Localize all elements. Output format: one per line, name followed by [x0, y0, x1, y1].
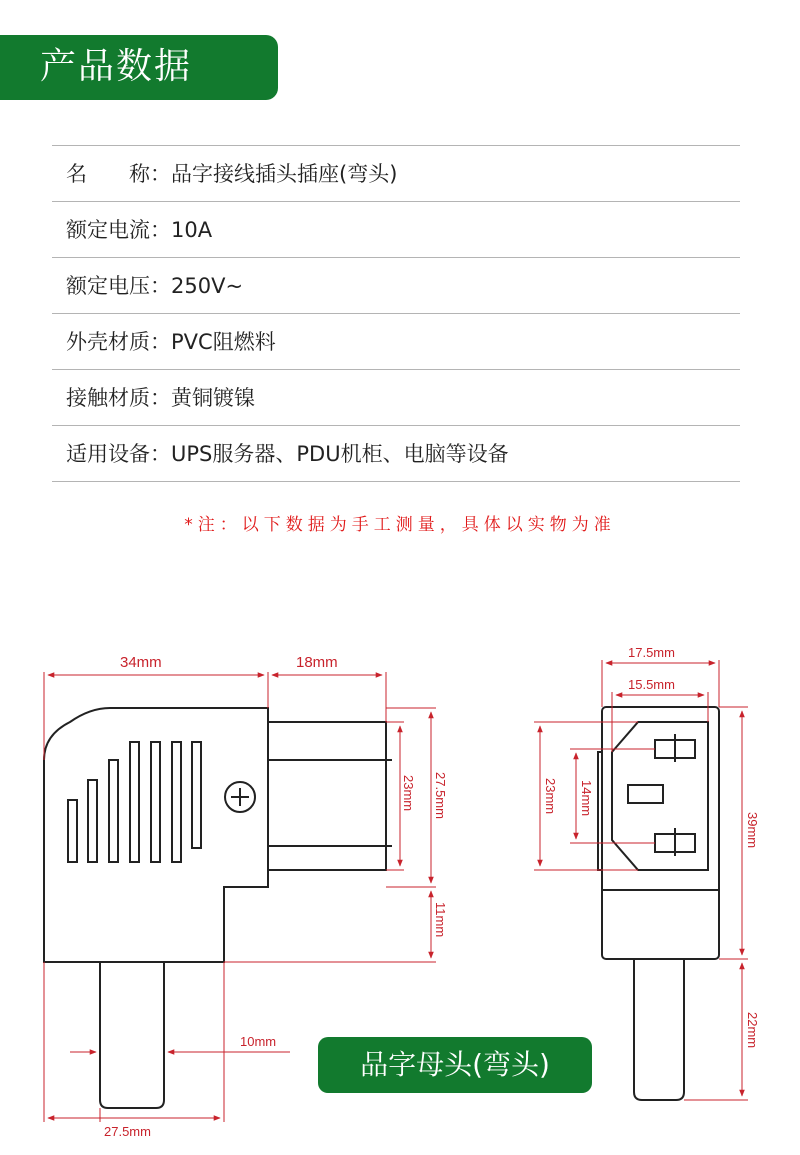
- dim-15-5mm: 15.5mm: [628, 677, 675, 692]
- spec-contact: 接触材质：黄铜镀镍: [66, 386, 255, 410]
- spec-current: 额定电流：10A: [66, 218, 213, 242]
- spec-voltage: 额定电压：250V~: [66, 274, 244, 298]
- spec-row-voltage: [52, 257, 740, 313]
- dim-27-5mm: 27.5mm: [433, 772, 448, 819]
- spec-row-shell: [52, 313, 740, 369]
- measurement-note: *注：以下数据为手工测量，具体以实物为准: [184, 515, 616, 535]
- section-title: 产品数据: [40, 46, 193, 87]
- dim-18mm: 18mm: [296, 654, 338, 671]
- dim-side-23mm: 23mm: [543, 778, 558, 815]
- dim-base-27-5mm: 27.5mm: [104, 1124, 151, 1139]
- spec-row-contact: [52, 369, 740, 425]
- product-caption-text: 品字母头(弯头): [360, 1048, 550, 1081]
- spec-table: [52, 145, 740, 482]
- dim-11mm: 11mm: [433, 902, 448, 938]
- dim-17-5mm: 17.5mm: [628, 645, 675, 660]
- dim-23mm: 23mm: [401, 775, 416, 812]
- dim-34mm: 34mm: [120, 654, 162, 671]
- spec-device: 适用设备：UPS服务器、PDU机柜、电脑等设备: [66, 442, 509, 466]
- dim-10mm: 10mm: [240, 1034, 277, 1049]
- front-view-plug: [598, 707, 719, 1100]
- spec-row-device: [52, 425, 740, 482]
- dim-22mm: 22mm: [745, 1012, 760, 1049]
- section-header: [0, 35, 278, 100]
- spec-name: 名 称：品字接线插头插座(弯头): [66, 162, 398, 186]
- spec-row-name: [52, 145, 740, 201]
- dim-14mm: 14mm: [579, 780, 594, 817]
- spec-row-current: [52, 201, 740, 257]
- spec-shell: 外壳材质：PVC阻燃料: [66, 330, 276, 354]
- dim-39mm: 39mm: [745, 812, 760, 849]
- product-caption: [318, 1037, 592, 1093]
